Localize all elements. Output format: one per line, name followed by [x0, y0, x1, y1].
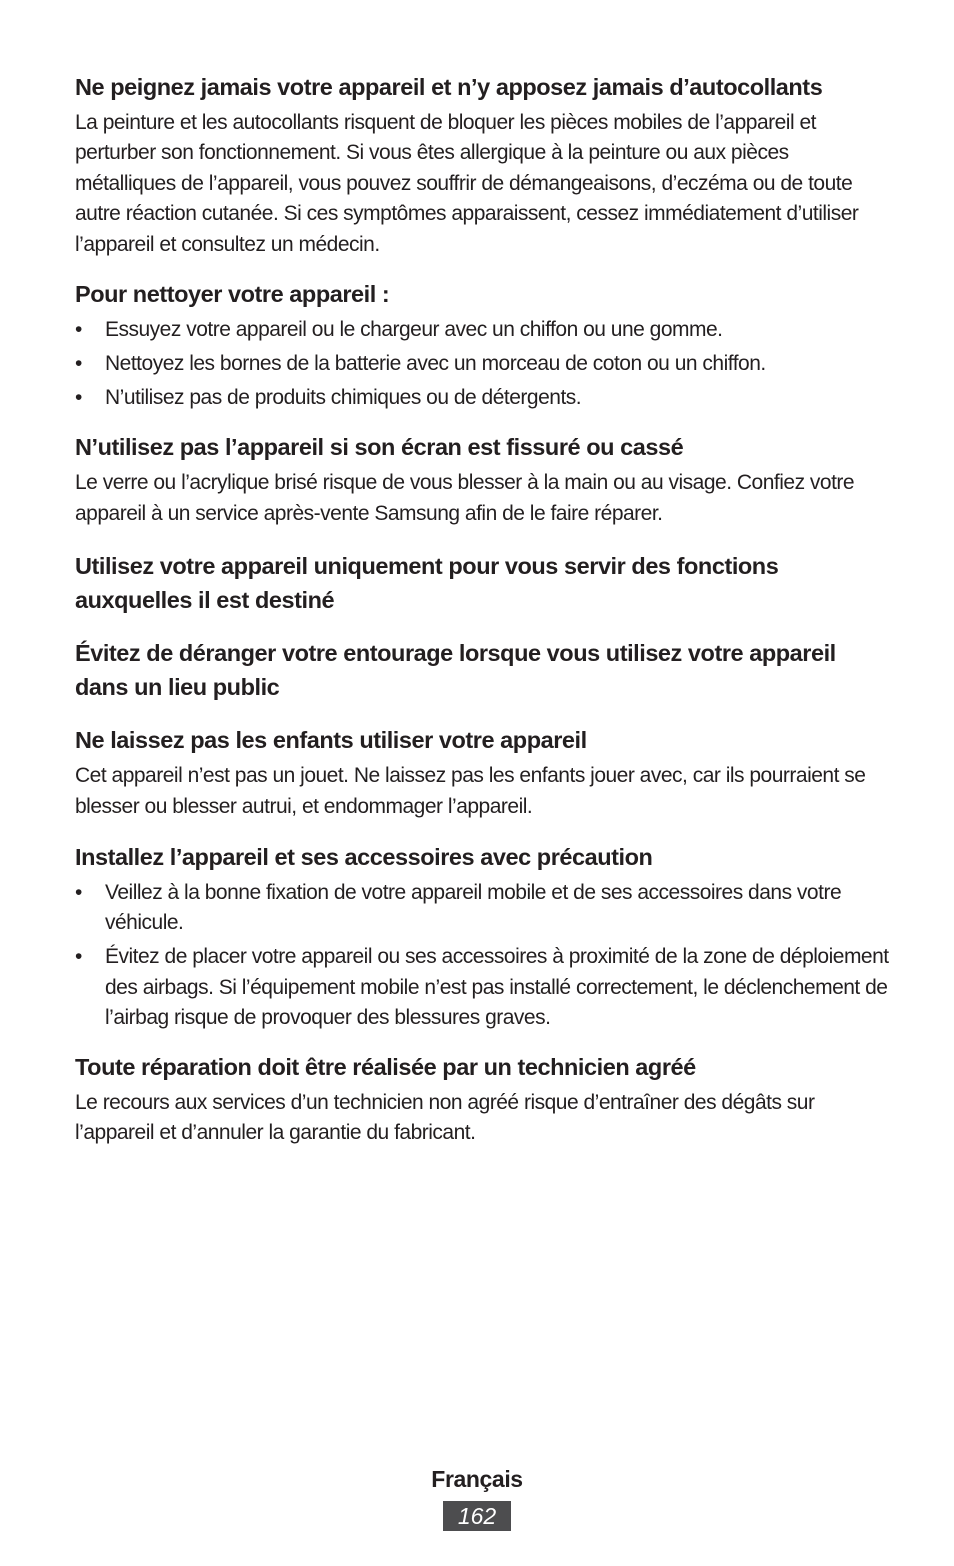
bullet-icon: • [75, 318, 82, 342]
list-item [75, 878, 890, 939]
footer-language: Français [431, 1466, 523, 1492]
section-installation [75, 840, 890, 1034]
list-item [75, 315, 890, 345]
section-intended-use [75, 549, 890, 617]
section-no-paint [75, 70, 890, 260]
section-body: Le verre ou l’acrylique brisé risque de vous blesser à la main ou au visage. Confiez votre appareil à un service après-vente Samsung afin de le faire réparer. [75, 471, 855, 525]
page-content [75, 70, 890, 1149]
list-item-text: Évitez de placer votre appareil ou ses accessoires à proximité de la zone de déploiement des airbags. Si l’équipement mobile n’est pas installé correctement, le déclenchement de l’airbag risque de provoquer des blessures graves. [105, 945, 889, 1030]
bullet-icon: • [75, 945, 82, 969]
section-heading: Évitez de déranger votre entourage lorsque vous utilisez votre appareil dans un lieu public [75, 640, 836, 701]
section-heading: Utilisez votre appareil uniquement pour vous servir des fonctions auxquelles il est destiné [75, 553, 779, 614]
section-body: Cet appareil n’est pas un jouet. Ne laissez pas les enfants jouer avec, car ils pourraient se blesser ou blesser autrui, et endommager l’appareil. [75, 764, 866, 818]
section-cleaning [75, 277, 890, 413]
list-item [75, 383, 890, 413]
section-body: Le recours aux services d’un technicien non agréé risque d’entraîner des dégâts sur l’appareil et d’annuler la garantie du fabricant. [75, 1090, 815, 1145]
list-item-text: Veillez à la bonne fixation de votre appareil mobile et de ses accessoires dans votre véhicule. [105, 881, 842, 935]
list-item-text: Nettoyez les bornes de la batterie avec un morceau de coton ou un chiffon. [105, 352, 766, 376]
list-item-text: Essuyez votre appareil ou le chargeur avec un chiffon ou une gomme. [105, 318, 723, 342]
section-body: La peinture et les autocollants risquent de bloquer les pièces mobiles de l’appareil et perturber son fonctionnement. Si vous êtes allergique à la peinture ou aux pièces métalliques de l’appareil, vous pouvez souffrir de démangeaisons, d’eczéma ou de toute autre réaction cutanée. Si ces symptômes apparaissent, cessez immédiatement d’utiliser l’appareil et consultez un médecin. [75, 111, 859, 256]
list-item [75, 942, 890, 1033]
page-number-badge: 162 [443, 1501, 511, 1531]
section-heading: Ne laissez pas les enfants utiliser votre appareil [75, 727, 587, 754]
list-item [75, 349, 890, 379]
section-public-places [75, 636, 890, 704]
section-cracked-screen [75, 430, 890, 529]
section-heading: Installez l’appareil et ses accessoires avec précaution [75, 844, 653, 871]
bullet-list [75, 315, 890, 413]
section-heading: N’utilisez pas l’appareil si son écran est fissuré ou cassé [75, 434, 684, 461]
section-repair [75, 1050, 890, 1149]
list-item-text: N’utilisez pas de produits chimiques ou de détergents. [105, 386, 582, 410]
section-heading: Pour nettoyer votre appareil : [75, 281, 390, 308]
bullet-icon: • [75, 881, 82, 905]
section-heading: Toute réparation doit être réalisée par un technicien agréé [75, 1053, 696, 1080]
bullet-list [75, 878, 890, 1034]
bullet-icon: • [75, 352, 82, 376]
section-children [75, 723, 890, 822]
section-heading: Ne peignez jamais votre appareil et n’y apposez jamais d’autocollants [75, 74, 823, 100]
bullet-icon: • [75, 386, 82, 410]
page-footer [0, 1462, 954, 1531]
